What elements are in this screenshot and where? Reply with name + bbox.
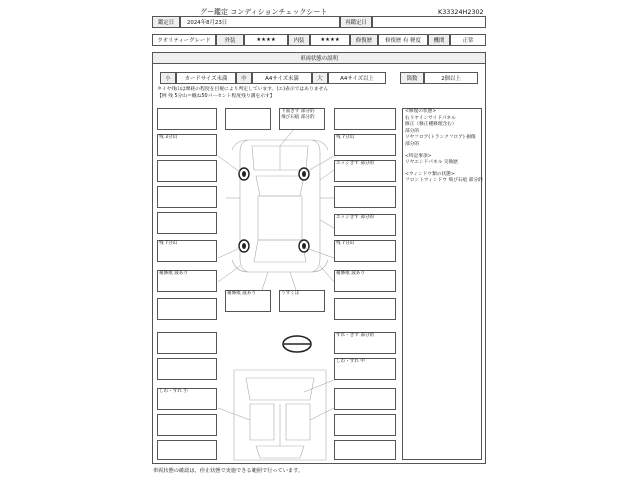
count-value: 2個以上 bbox=[424, 72, 478, 84]
size-large-desc: A4サイズ以上 bbox=[328, 72, 386, 84]
callout-front-top-1: 下面きず 部分的 bbox=[281, 109, 315, 114]
callout-box-right-13 bbox=[334, 440, 396, 460]
callout-interior-right: しわ・すれ 中 bbox=[336, 359, 366, 364]
callout-box-left-12 bbox=[157, 414, 217, 436]
callout-box-left-8 bbox=[157, 298, 217, 320]
callout-box-left-10 bbox=[157, 358, 217, 380]
size-large-label: 大 bbox=[312, 72, 328, 84]
notes-content bbox=[405, 109, 483, 185]
exterior-stars: ★★★★ bbox=[244, 34, 288, 46]
size-medium-desc: A4サイズ未満 bbox=[252, 72, 312, 84]
document-number: K33324H2302 bbox=[438, 8, 484, 16]
repair-line: 右リヤインサイドパネル bbox=[405, 115, 456, 121]
callout-right-front-tire: 残 7分山 bbox=[336, 135, 355, 140]
mechanical-label: 機関 bbox=[428, 34, 450, 46]
count-label: 箇数 bbox=[400, 72, 424, 84]
mechanical-value: 正常 bbox=[450, 34, 486, 46]
callout-box-left-9 bbox=[157, 332, 217, 354]
callout-box-right-4 bbox=[334, 186, 396, 208]
window-line: フロントウィンドウ 飛び石痕 部分的 bbox=[405, 178, 483, 184]
tire-example: 【例 残 5分山＝概ね50パーセント程度残り溝を示す】 bbox=[157, 94, 275, 99]
callout-box-right-8 bbox=[334, 298, 396, 320]
callout-rear-center: うずくぼ bbox=[281, 291, 300, 296]
callout-box-left-4 bbox=[157, 186, 217, 208]
callout-box-right-12 bbox=[334, 414, 396, 436]
callout-left-rear-tire: 残 7分山 bbox=[159, 241, 178, 246]
repair-line: リヤフロア(トランクフロア) 損傷 bbox=[405, 135, 476, 141]
callout-front-top-2: 飛び石痕 部分的 bbox=[281, 115, 315, 120]
callout-box-left-13 bbox=[157, 440, 217, 460]
exterior-label: 外装 bbox=[216, 34, 244, 46]
interior-stars: ★★★★ bbox=[310, 34, 350, 46]
size-medium-label: 中 bbox=[236, 72, 252, 84]
appraisal-date-value: 2024年8月23日 bbox=[180, 16, 340, 28]
tire-note: タイヤ残山は摩耗の程度を目視により判定しています。(エ)表示ではありません bbox=[157, 87, 329, 92]
callout-interior-left: しわ・すれ 小 bbox=[159, 389, 189, 394]
callout-box-top-left bbox=[225, 108, 271, 130]
sheet-title: グー鑑定 コンディションチェックシート bbox=[200, 8, 328, 16]
size-small-desc: カードサイズ未満 bbox=[176, 72, 236, 84]
callout-box-left-3 bbox=[157, 160, 217, 182]
callout-left-front-tire: 残 3分山 bbox=[159, 135, 178, 140]
reappraisal-date-label: 再鑑定日 bbox=[340, 16, 372, 28]
section-title: 車両状態の説明 bbox=[152, 52, 486, 64]
window-heading: <ウィンドウ類の状態> bbox=[405, 171, 455, 177]
callout-box-right-11 bbox=[334, 388, 396, 410]
special-heading: <特記事項> bbox=[405, 153, 432, 159]
callout-box-left-1 bbox=[157, 108, 217, 130]
footer-note: 車両状態の確認は，停止状態で実施できる範囲で行っています。 bbox=[153, 468, 304, 474]
callout-right-front: エッジきず 部分的 bbox=[336, 161, 375, 166]
callout-right-rear-tire: 残 7分山 bbox=[336, 241, 355, 246]
repair-heading: <修復の状態> bbox=[405, 109, 437, 114]
callout-rear-left-center: 補修痕 波あり bbox=[227, 291, 257, 296]
special-line: リヤエンドパネル 交換歴 bbox=[405, 160, 458, 166]
callout-right-rear: 補修痕 波あり bbox=[336, 271, 366, 276]
appraisal-date-label: 鑑定日 bbox=[152, 16, 180, 28]
repair-line: 修正（修正種修理含む） bbox=[405, 122, 457, 128]
interior-label: 内装 bbox=[288, 34, 310, 46]
callout-interior-top-right: すれ・きず 部分的 bbox=[336, 333, 375, 338]
callout-box-left-5 bbox=[157, 212, 217, 234]
callout-box-right-1 bbox=[334, 108, 396, 130]
callout-left-rear: 補修痕 波あり bbox=[159, 271, 189, 276]
quality-grade-label: クオリティーグレード bbox=[152, 34, 216, 46]
repair-line: 部分的 bbox=[405, 141, 420, 147]
repair-history-label: 修復歴 bbox=[350, 34, 378, 46]
repair-history-value: 修復歴 有 軽度 bbox=[378, 34, 428, 46]
size-small-label: 小 bbox=[160, 72, 176, 84]
repair-line: 部分的 bbox=[405, 128, 420, 134]
callout-right-middle: エッジきず 部分的 bbox=[336, 215, 375, 220]
